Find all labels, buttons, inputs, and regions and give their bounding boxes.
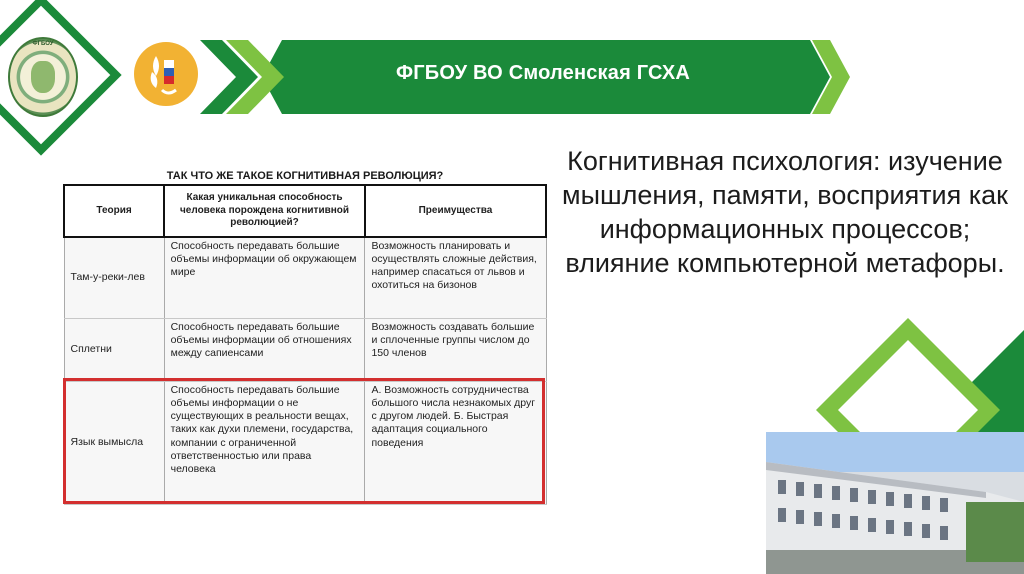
building-illustration (766, 432, 1024, 574)
cell-theory: Сплетни (64, 319, 164, 382)
cell-ability: Способность передавать большие объемы информации об отношениях между сапиенсами (164, 319, 365, 382)
cell-theory: Там-у-реки-лев (64, 237, 164, 319)
cell-advantages: Возможность создавать большие и сплоченные группы числом до 150 членов (365, 319, 546, 382)
cell-theory: Язык вымысла (64, 382, 164, 505)
cell-advantages: А. Возможность сотрудничества большого числа незнакомых друг с другом людей. Б. Быстрая адаптация социального поведения (365, 382, 546, 505)
wheat-flag-icon (134, 42, 198, 106)
seal-emblem-icon (31, 61, 55, 93)
cognitive-revolution-table (63, 184, 547, 505)
main-statement: Когнитивная психология: изучение мышления, памяти, восприятия как информационных процессов; влияние компьютерной метафоры. (562, 146, 1008, 279)
cell-advantages: Возможность планировать и осуществлять сложные действия, например спасаться от львов и охотиться на бизонов (365, 237, 546, 319)
seal-ring-text: ФГБОУ (32, 41, 54, 47)
table-row (64, 237, 546, 319)
cognitive-revolution-table-image (63, 170, 547, 510)
academy-building-photo (766, 432, 1024, 574)
header-advantages: Преимущества (365, 185, 546, 237)
table-caption: ТАК ЧТО ЖЕ ТАКОЕ КОГНИТИВНАЯ РЕВОЛЮЦИЯ? (166, 170, 444, 182)
cell-ability: Способность передавать большие объемы информации об окружающем мире (164, 237, 365, 319)
header-title: ФГБОУ ВО Смоленская ГСХА (396, 62, 691, 84)
ministry-wheat-logo (134, 42, 198, 106)
table-row (64, 319, 546, 382)
header-theory: Теория (64, 185, 164, 237)
cell-ability: Способность передавать большие объемы информации о не существующих в реальности вещах, таких как духи племени, государства, компании с ограниченной ответственностью или права человека (164, 382, 365, 505)
table-row (64, 382, 546, 505)
table-header-row (64, 185, 546, 237)
header-ability: Какая уникальная способность человека порождена когнитивной революцией? (164, 185, 365, 237)
academy-seal-logo (8, 37, 78, 117)
